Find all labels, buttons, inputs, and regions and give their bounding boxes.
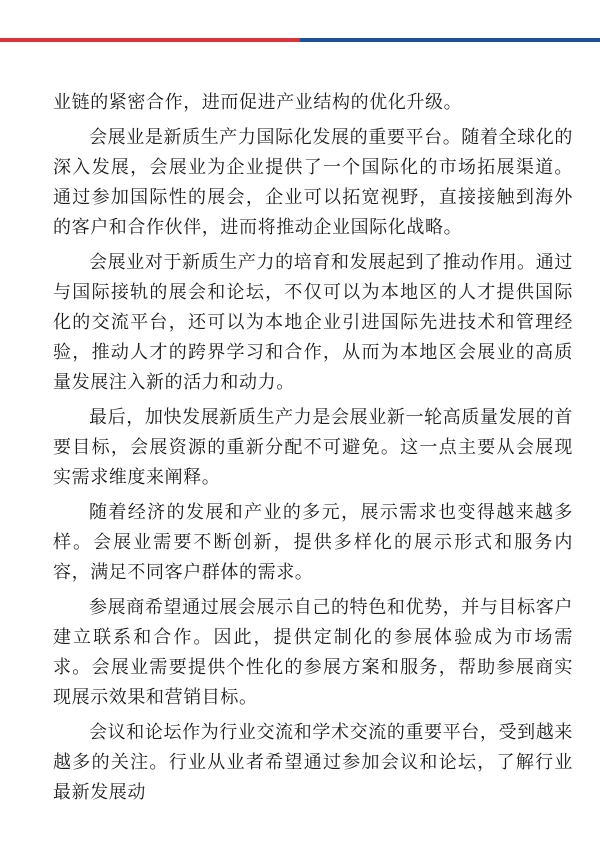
paragraph-4: 最后，加快发展新质生产力是会展业新一轮高质量发展的首要目标，会展资源的重新分配不可避免。这一点主要从会展现实需求维度来阐释。 bbox=[53, 407, 573, 488]
paragraph-1: 业链的紧密合作，进而促进产业结构的优化升级。 bbox=[53, 92, 463, 113]
header-accent-red bbox=[0, 38, 300, 42]
document-body bbox=[53, 88, 573, 813]
header-accent-blue bbox=[300, 38, 600, 42]
paragraph-7: 会议和论坛作为行业交流和学术交流的重要平台，受到越来越多的关注。行业从业者希望通过参加会议和论坛，了解行业最新发展动 bbox=[53, 722, 573, 803]
header-accent-bar bbox=[0, 38, 600, 42]
paragraph-5: 随着经济的发展和产业的多元，展示需求也变得越来越多样。会展业需要不断创新，提供多样化的展示形式和服务内容，满足不同客户群体的需求。 bbox=[53, 502, 573, 583]
paragraph-2: 会展业是新质生产力国际化发展的重要平台。随着全球化的深入发展，会展业为企业提供了一个国际化的市场拓展渠道。通过参加国际性的展会，企业可以拓宽视野，直接接触到海外的客户和合作伙伴，进而将推动企业国际化战略。 bbox=[53, 127, 573, 238]
paragraph-6: 参展商希望通过展会展示自己的特色和优势，并与目标客户建立联系和合作。因此，提供定制化的参展体验成为市场需求。会展业需要提供个性化的参展方案和服务，帮助参展商实现展示效果和营销目标。 bbox=[53, 597, 573, 708]
paragraph-3: 会展业对于新质生产力的培育和发展起到了推动作用。通过与国际接轨的展会和论坛，不仅可以为本地区的人才提供国际化的交流平台，还可以为本地企业引进国际先进技术和管理经验，推动人才的跨界学习和合作，从而为本地区会展业的高质量发展注入新的活力和动力。 bbox=[53, 252, 573, 393]
